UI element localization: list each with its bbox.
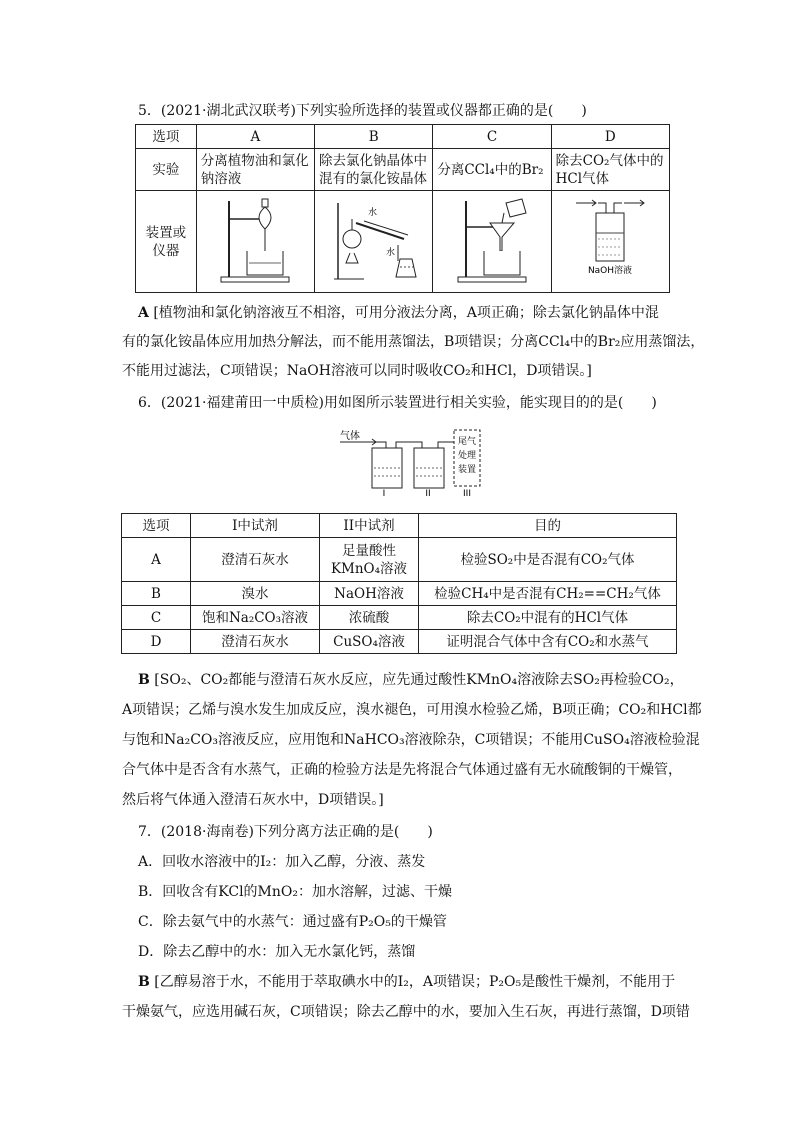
q6-row-a-option: A	[122, 538, 191, 582]
q6-row-b-reagent-1: 溴水	[191, 582, 320, 606]
q6-answer-line-2: A项错误；乙烯与溴水发生加成反应，溴水褪色，可用溴水检验乙烯，B项正确；CO₂和HCl都	[122, 702, 702, 718]
q5-exp-a: 分离植物油和氯化钠溶液	[196, 149, 314, 191]
q6-tail-1: 尾气	[457, 437, 477, 447]
q6-header-option: 选项	[122, 514, 191, 538]
q6-row-d-reagent-2: CuSO₄溶液	[320, 630, 419, 654]
q6-header-purpose: 目的	[419, 514, 677, 538]
q6-row-a-reagent-2: 足量酸性KMnO₄溶液	[320, 538, 419, 582]
q5-exp-c: 分离CCl₄中的Br₂	[433, 149, 551, 191]
q5-header-option: 选项	[136, 125, 197, 149]
q7-answer-line-2: 干燥氨气，应选用碱石灰，C项错误；除去乙醇中的水，要加入生石灰，再进行蒸馏，D项错	[122, 1004, 690, 1020]
q6-gas-label: 气体	[340, 431, 360, 442]
q6-stem: 6．(2021·福建莆田一中质检)用如图所示装置进行相关实验，能实现目的的是( )	[138, 395, 657, 411]
q6-row-c-option: C	[122, 606, 191, 630]
q5-header-a: A	[196, 125, 314, 149]
q5-header-c: C	[433, 125, 551, 149]
q6-label-3: III	[463, 489, 471, 496]
q7-answer-letter: B	[138, 974, 150, 990]
q5-answer-line-2: 有的氯化铵晶体应用加热分解法，而不能用蒸馏法，B项错误；分离CCl₄中的Br₂应用蒸馏法，	[122, 334, 705, 350]
q6-header-reagent-1: I中试剂	[191, 514, 320, 538]
q6-row-a-reagent-1: 澄清石灰水	[191, 538, 320, 582]
q6-row-a-purpose: 检验SO₂中是否混有CO₂气体	[419, 538, 677, 582]
q6-tail-3: 装置	[457, 465, 477, 475]
distillation-apparatus-icon	[324, 193, 424, 285]
q5-header-b: B	[315, 125, 433, 149]
q6-label-2: II	[425, 489, 431, 496]
q6-row-b-option: B	[122, 582, 191, 606]
q6-row-d-purpose: 证明混合气体中含有CO₂和水蒸气	[419, 630, 677, 654]
q5-answer-line-3: 不能用过滤法，C项错误；NaOH溶液可以同时吸收CO₂和HCl，D项错误。]	[122, 363, 592, 379]
q5-exp-d: 除去CO₂气体中的HCl气体	[551, 149, 669, 191]
q6-answer-text-1: [SO₂、CO₂都能与澄清石灰水反应，应先通过酸性KMnO₄溶液除去SO₂再检验CO₂，	[154, 672, 684, 688]
q6-table	[121, 513, 677, 654]
q6-row-c-purpose: 除去CO₂中混有的HCl气体	[419, 606, 677, 630]
q5-exp-b: 除去氯化钠晶体中混有的氯化铵晶体	[315, 149, 433, 191]
q7-option-b: B．回收含有KCl的MnO₂：加水溶解，过滤、干燥	[138, 884, 453, 900]
q5-device-label: 装置或仪器	[136, 191, 197, 293]
q6-label-1: I	[382, 489, 386, 496]
q7-stem: 7．(2018·海南卷)下列分离方法正确的是( )	[138, 824, 433, 840]
q6-row-d-reagent-1: 澄清石灰水	[191, 630, 320, 654]
q5-answer-line-1	[138, 303, 698, 323]
q5-exp-label: 实验	[136, 149, 197, 191]
q5-header-d: D	[551, 125, 669, 149]
q5-answer-text-1: [植物油和氯化钠溶液互不相溶，可用分液法分离，A项正确；除去氯化钠晶体中混	[153, 305, 659, 321]
q5-device-d	[551, 191, 669, 293]
filtration-apparatus-icon	[444, 193, 540, 285]
q6-row-c-reagent-2: 浓硫酸	[320, 606, 419, 630]
gas-washing-bottle-icon	[562, 193, 658, 285]
q6-answer-line-4: 合气体中是否含有水蒸气，正确的检验方法是先将混合气体通过盛有无水硫酸铜的干燥管，	[122, 762, 682, 778]
q5-device-b	[315, 191, 433, 293]
q6-row-c-reagent-1: 饱和Na₂CO₃溶液	[191, 606, 320, 630]
q6-tail-2: 处理	[457, 451, 477, 461]
q7-option-c: C．除去氨气中的水蒸气：通过盛有P₂O₅的干燥管	[138, 914, 447, 930]
q6-answer-line-5: 然后将气体通入澄清石灰水中，D项错误。]	[122, 792, 384, 808]
q6-row-b-purpose: 检验CH₄中是否混有CH₂==CH₂气体	[419, 582, 677, 606]
q6-row-b-reagent-2: NaOH溶液	[320, 582, 419, 606]
q6-apparatus-figure	[336, 424, 496, 496]
separatory-funnel-apparatus-icon	[207, 193, 303, 285]
q7-option-d: D．除去乙醇中的水：加入无水氯化钙，蒸馏	[138, 944, 416, 960]
q5-table	[135, 124, 670, 293]
q5-d-solution-label: NaOH溶液	[588, 266, 633, 276]
q6-answer-letter: B	[138, 672, 150, 688]
q6-answer-line-3: 与饱和Na₂CO₃溶液反应，应用饱和NaHCO₃溶液除杂，C项错误；不能用CuSO₄溶液检验混	[122, 732, 700, 748]
q5-device-c	[433, 191, 551, 293]
q6-header-reagent-2: II中试剂	[320, 514, 419, 538]
q7-answer-line-1	[138, 972, 698, 992]
q5-stem: 5．(2021·湖北武汉联考)下列实验所选择的装置或仪器都正确的是( )	[138, 103, 587, 119]
q5-b-water-in: 水	[367, 208, 377, 218]
q6-answer-line-1	[138, 670, 698, 690]
q5-b-water-out: 水	[385, 248, 395, 258]
q7-answer-text-1: [乙醇易溶于水，不能用于萃取碘水中的I₂，A项错误；P₂O₅是酸性干燥剂，不能用于	[154, 974, 676, 990]
q6-row-d-option: D	[122, 630, 191, 654]
q5-device-a	[196, 191, 314, 293]
q7-option-a: A．回收水溶液中的I₂：加入乙醇，分液、蒸发	[138, 854, 426, 870]
q5-answer-letter: A	[138, 305, 149, 321]
